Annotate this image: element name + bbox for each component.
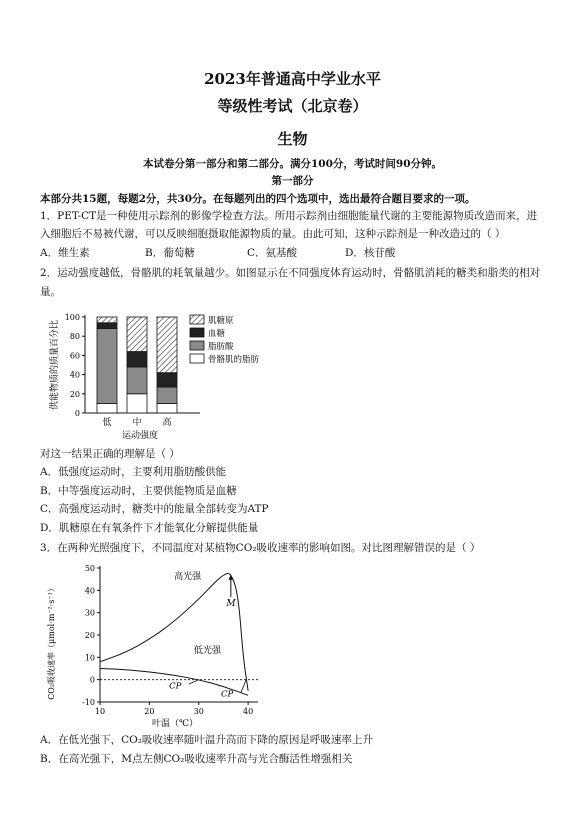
q3-ytick-label: 30 <box>84 608 95 618</box>
q2-ytick-label: 40 <box>69 370 80 380</box>
q1-stem-line1: 1．PET-CT是一种使用示踪剂的影像学检查方法。所用示踪剂由细胞能量代谢的主要能源物质改造而来，进 <box>40 210 538 222</box>
q3-series-line <box>100 573 248 690</box>
q2-bar-segment <box>127 352 147 367</box>
exam-notice: 本试卷分第一部分和第二部分。满分100分，考试时间90分钟。 <box>142 158 443 170</box>
q2-legend-label: 骨骼肌的脂肪 <box>208 355 260 365</box>
q2-legend-swatch <box>190 328 204 337</box>
q1-option-c: C．氨基酸 <box>247 247 298 259</box>
part-title: 第一部分 <box>271 175 314 187</box>
q2-ytick-label: 100 <box>64 313 80 322</box>
q2-ytick-label: 0 <box>74 409 80 418</box>
q2-option-b: B．中等强度运动时，主要供能物质是血糖 <box>40 485 237 497</box>
q3-ytick-label: 0 <box>89 675 95 685</box>
q2-bar-segment <box>97 323 117 329</box>
q2-bar-segment <box>97 403 117 413</box>
q2-option-d: D．肌糖原在有氧条件下才能氧化分解提供能量 <box>40 522 259 534</box>
q2-bar-chart <box>40 305 300 445</box>
q2-option-a: A．低强度运动时，主要利用脂肪酸供能 <box>40 466 227 478</box>
q2-legend-swatch <box>190 354 204 363</box>
q2-bar-segment <box>97 329 117 404</box>
q2-legend-label: 血糖 <box>208 329 226 339</box>
q3-label-low-light: 低光强 <box>193 645 221 656</box>
exam-title-line2: 等级性考试（北京卷） <box>217 97 368 115</box>
q3-cp-pointer-low <box>189 680 199 684</box>
q2-legend-label: 脂肪酸 <box>208 342 234 352</box>
q2-ytick-label: 80 <box>69 332 80 342</box>
q2-bar-segment <box>127 394 147 413</box>
q3-cp-pointer-high <box>241 680 246 693</box>
q3-ytick-label: 20 <box>84 631 95 640</box>
q1-option-a: A．维生素 <box>40 247 90 259</box>
q2-prompt: 对这一结果正确的理解是（ ） <box>40 448 180 460</box>
q3-xtick-label: 10 <box>94 707 106 716</box>
q3-xtick-label: 30 <box>193 707 204 716</box>
q3-ytick-label: -10 <box>82 698 95 707</box>
q1-option-b: B．葡萄糖 <box>145 247 195 259</box>
q3-option-b: B．在高光强下，M点左侧CO₂吸收速率升高与光合酶活性增强相关 <box>40 753 353 765</box>
q2-bar-segment <box>127 367 147 394</box>
exam-title-line1: 2023年普通高中学业水平 <box>204 70 381 88</box>
q3-ytick-label: 50 <box>84 564 95 573</box>
q3-xlabel: 叶温（℃） <box>151 719 199 729</box>
q2-ylabel: 供能物质的质量百分比 <box>50 319 60 411</box>
q1-option-d: D．核苷酸 <box>345 247 396 259</box>
q3-ytick-label: 40 <box>84 586 95 596</box>
q2-bar-segment <box>157 373 177 387</box>
part-description: 本部分共15题，每题2分，共30分。在每题列出的四个选项中，选出最符合题目要求的一项。 <box>40 193 476 205</box>
q3-line-chart <box>40 560 280 730</box>
q1-stem-line2: 入细胞后不易被代谢，可以反映细胞摄取能源物质的量。由此可知，这种示踪剂是一种改造过的（ ） <box>40 228 506 240</box>
q2-ytick-label: 20 <box>69 389 80 399</box>
q3-stem: 3．在两种光照强度下，不同温度对某植物CO₂吸收速率的影响如图。对比图理解错误的是（ ） <box>40 542 481 554</box>
q3-annotation-m: M <box>226 598 236 609</box>
q2-xtick-label: 中 <box>132 418 142 428</box>
q2-legend-swatch <box>190 315 204 324</box>
q2-legend-label: 肌糖原 <box>208 316 234 326</box>
q2-stem-line2: 量。 <box>40 286 61 298</box>
q3-option-a: A．在低光强下，CO₂吸收速率随叶温升高而下降的原因是呼吸速率上升 <box>40 734 373 746</box>
subject-title: 生物 <box>277 130 308 148</box>
q2-ytick-label: 60 <box>69 351 80 361</box>
q2-stem-line1: 2．运动强度越低，骨骼肌的耗氧量越少。如图显示在不同强度体育运动时，骨骼肌消耗的糖类和脂类的相对 <box>40 267 541 279</box>
q2-bar-segment <box>157 387 177 403</box>
q3-xtick-label: 40 <box>243 707 254 716</box>
q3-m-arrowhead <box>228 575 233 580</box>
q3-ytick-label: 10 <box>84 653 95 663</box>
q2-xlabel: 运动强度 <box>121 431 159 441</box>
q2-bar-segment <box>157 317 177 373</box>
q3-ylabel: CO₂吸收速率（μmol·m⁻²·s⁻¹） <box>47 584 56 700</box>
q2-xtick-label: 低 <box>102 418 112 428</box>
q3-label-high-light: 高光强 <box>174 572 202 583</box>
q3-annotation-cp-low: CP <box>169 681 182 692</box>
q2-xtick-label: 高 <box>162 418 172 428</box>
q2-bar-segment <box>127 317 147 352</box>
q2-bar-segment <box>97 317 117 323</box>
q2-bar-segment <box>157 403 177 413</box>
q2-option-c: C．高强度运动时，糖类中的能量全部转变为ATP <box>40 503 269 515</box>
q2-legend-swatch <box>190 341 204 350</box>
q3-annotation-cp-high: CP <box>220 689 234 700</box>
q3-xtick-label: 20 <box>144 707 155 716</box>
